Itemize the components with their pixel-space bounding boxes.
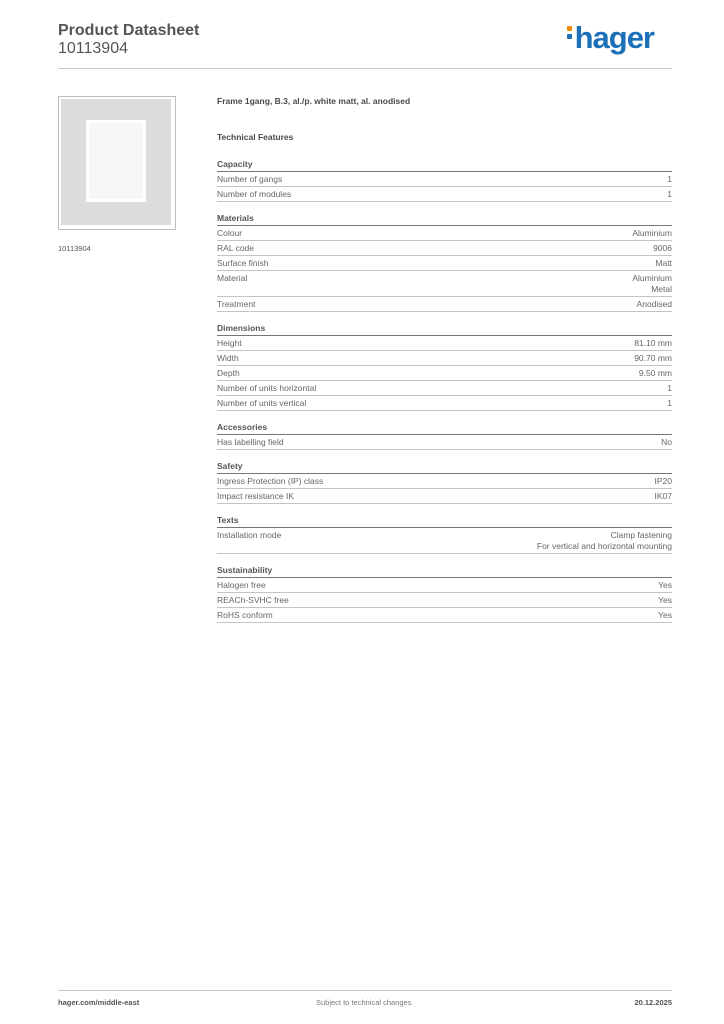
spec-label: Surface finish [217, 257, 269, 268]
spec-value [653, 243, 672, 254]
product-image [58, 96, 176, 230]
spec-section [217, 565, 672, 623]
spec-value [667, 174, 672, 185]
spec-row [217, 578, 672, 593]
section-title: Dimensions [217, 323, 672, 336]
section-title: Materials [217, 213, 672, 226]
document-number: 10113904 [58, 40, 128, 57]
spec-value-line: No [661, 436, 672, 447]
spec-value-line: Yes [658, 579, 672, 590]
spec-section [217, 159, 672, 202]
spec-value-line: Anodised [636, 298, 672, 309]
section-title: Capacity [217, 159, 672, 172]
technical-features-title: Technical Features [217, 132, 294, 142]
spec-value-line: Metal [651, 283, 672, 294]
spec-row [217, 351, 672, 366]
spec-value-line: IK07 [654, 490, 672, 501]
spec-label: Depth [217, 367, 240, 378]
spec-value-line: For vertical and horizontal mounting [536, 540, 672, 551]
spec-label: RoHS conform [217, 609, 273, 620]
spec-value-line: 1 [667, 382, 672, 393]
spec-value-line: Clamp fastening [610, 529, 672, 540]
spec-value [637, 299, 672, 310]
spec-label: REACh-SVHC free [217, 594, 289, 605]
spec-value [639, 368, 672, 379]
spec-row [217, 474, 672, 489]
spec-row [217, 528, 672, 554]
spec-row [217, 226, 672, 241]
spec-value [658, 595, 672, 606]
section-title: Safety [217, 461, 672, 474]
image-caption: 10113904 [58, 244, 91, 253]
spec-value-line: 1 [667, 173, 672, 184]
spec-value [655, 258, 672, 269]
spec-value [632, 273, 672, 295]
spec-label: Height [217, 337, 242, 348]
spec-label: Material [217, 272, 248, 283]
frame-opening [86, 120, 146, 202]
spec-section [217, 422, 672, 450]
spec-value [632, 228, 672, 239]
spec-value [658, 580, 672, 591]
spec-row [217, 336, 672, 351]
hager-logo [567, 22, 654, 53]
spec-label: Width [217, 352, 239, 363]
spec-label: Installation mode [217, 529, 282, 540]
spec-label: Treatment [217, 298, 256, 309]
spec-row [217, 489, 672, 504]
spec-value [655, 491, 673, 502]
spec-value-line: Aluminium [632, 227, 672, 238]
spec-value [667, 189, 672, 200]
spec-section [217, 323, 672, 411]
frame-picture [61, 99, 171, 225]
footer-notice: Subject to technical changes [316, 998, 412, 1007]
logo-wordmark: hager [574, 20, 654, 55]
spec-value-line: Yes [658, 609, 672, 620]
spec-value-line: 1 [667, 397, 672, 408]
spec-row [217, 435, 672, 450]
header-divider [58, 68, 672, 69]
logo-dot-bottom [567, 34, 572, 39]
spec-label: Number of units vertical [217, 397, 307, 408]
spec-value [634, 353, 672, 364]
spec-value-line: 81.10 mm [634, 337, 672, 348]
spec-row [217, 381, 672, 396]
spec-row [217, 271, 672, 297]
footer-date: 20.12.2025 [634, 998, 672, 1007]
spec-label: RAL code [217, 242, 255, 253]
spec-value [634, 338, 672, 349]
section-title: Texts [217, 515, 672, 528]
spec-value-line: IP20 [654, 475, 672, 486]
footer-website: hager.com/middle-east [58, 998, 140, 1007]
spec-value-line: 9.50 mm [638, 367, 672, 378]
spec-value [667, 398, 672, 409]
spec-label: Number of gangs [217, 173, 283, 184]
spec-row [217, 297, 672, 312]
product-description: Frame 1gang, B.3, al./p. white matt, al. anodised [217, 96, 411, 106]
spec-row [217, 241, 672, 256]
spec-value [658, 610, 672, 621]
spec-row [217, 366, 672, 381]
spec-value-line: Aluminium [632, 272, 672, 283]
section-title: Sustainability [217, 565, 672, 578]
spec-label: Has labelling field [217, 436, 284, 447]
spec-row [217, 172, 672, 187]
specifications-content [217, 96, 672, 634]
spec-label: Impact resistance IK [217, 490, 295, 501]
spec-row [217, 593, 672, 608]
page-header [58, 22, 672, 70]
spec-value [667, 383, 672, 394]
spec-value-line: Matt [655, 257, 672, 268]
spec-row [217, 187, 672, 202]
spec-value-line: 1 [667, 188, 672, 199]
spec-value-line: 9006 [653, 242, 672, 253]
spec-row [217, 256, 672, 271]
spec-value [655, 476, 673, 487]
spec-sections [217, 159, 672, 623]
spec-row [217, 396, 672, 411]
spec-value [661, 437, 672, 448]
spec-label: Number of modules [217, 188, 292, 199]
spec-value [537, 530, 672, 552]
spec-label: Number of units horizontal [217, 382, 317, 393]
spec-section [217, 213, 672, 312]
spec-label: Ingress Protection (IP) class [217, 475, 324, 486]
spec-section [217, 461, 672, 504]
spec-section [217, 515, 672, 554]
spec-value-line: Yes [658, 594, 672, 605]
logo-dot-top [567, 26, 572, 31]
logo-dots-icon [567, 26, 572, 42]
spec-label: Halogen free [217, 579, 266, 590]
spec-row [217, 608, 672, 623]
spec-label: Colour [217, 227, 243, 238]
section-title: Accessories [217, 422, 672, 435]
footer-divider [58, 990, 672, 991]
document-title: Product Datasheet [58, 22, 200, 39]
spec-value-line: 90.70 mm [634, 352, 672, 363]
